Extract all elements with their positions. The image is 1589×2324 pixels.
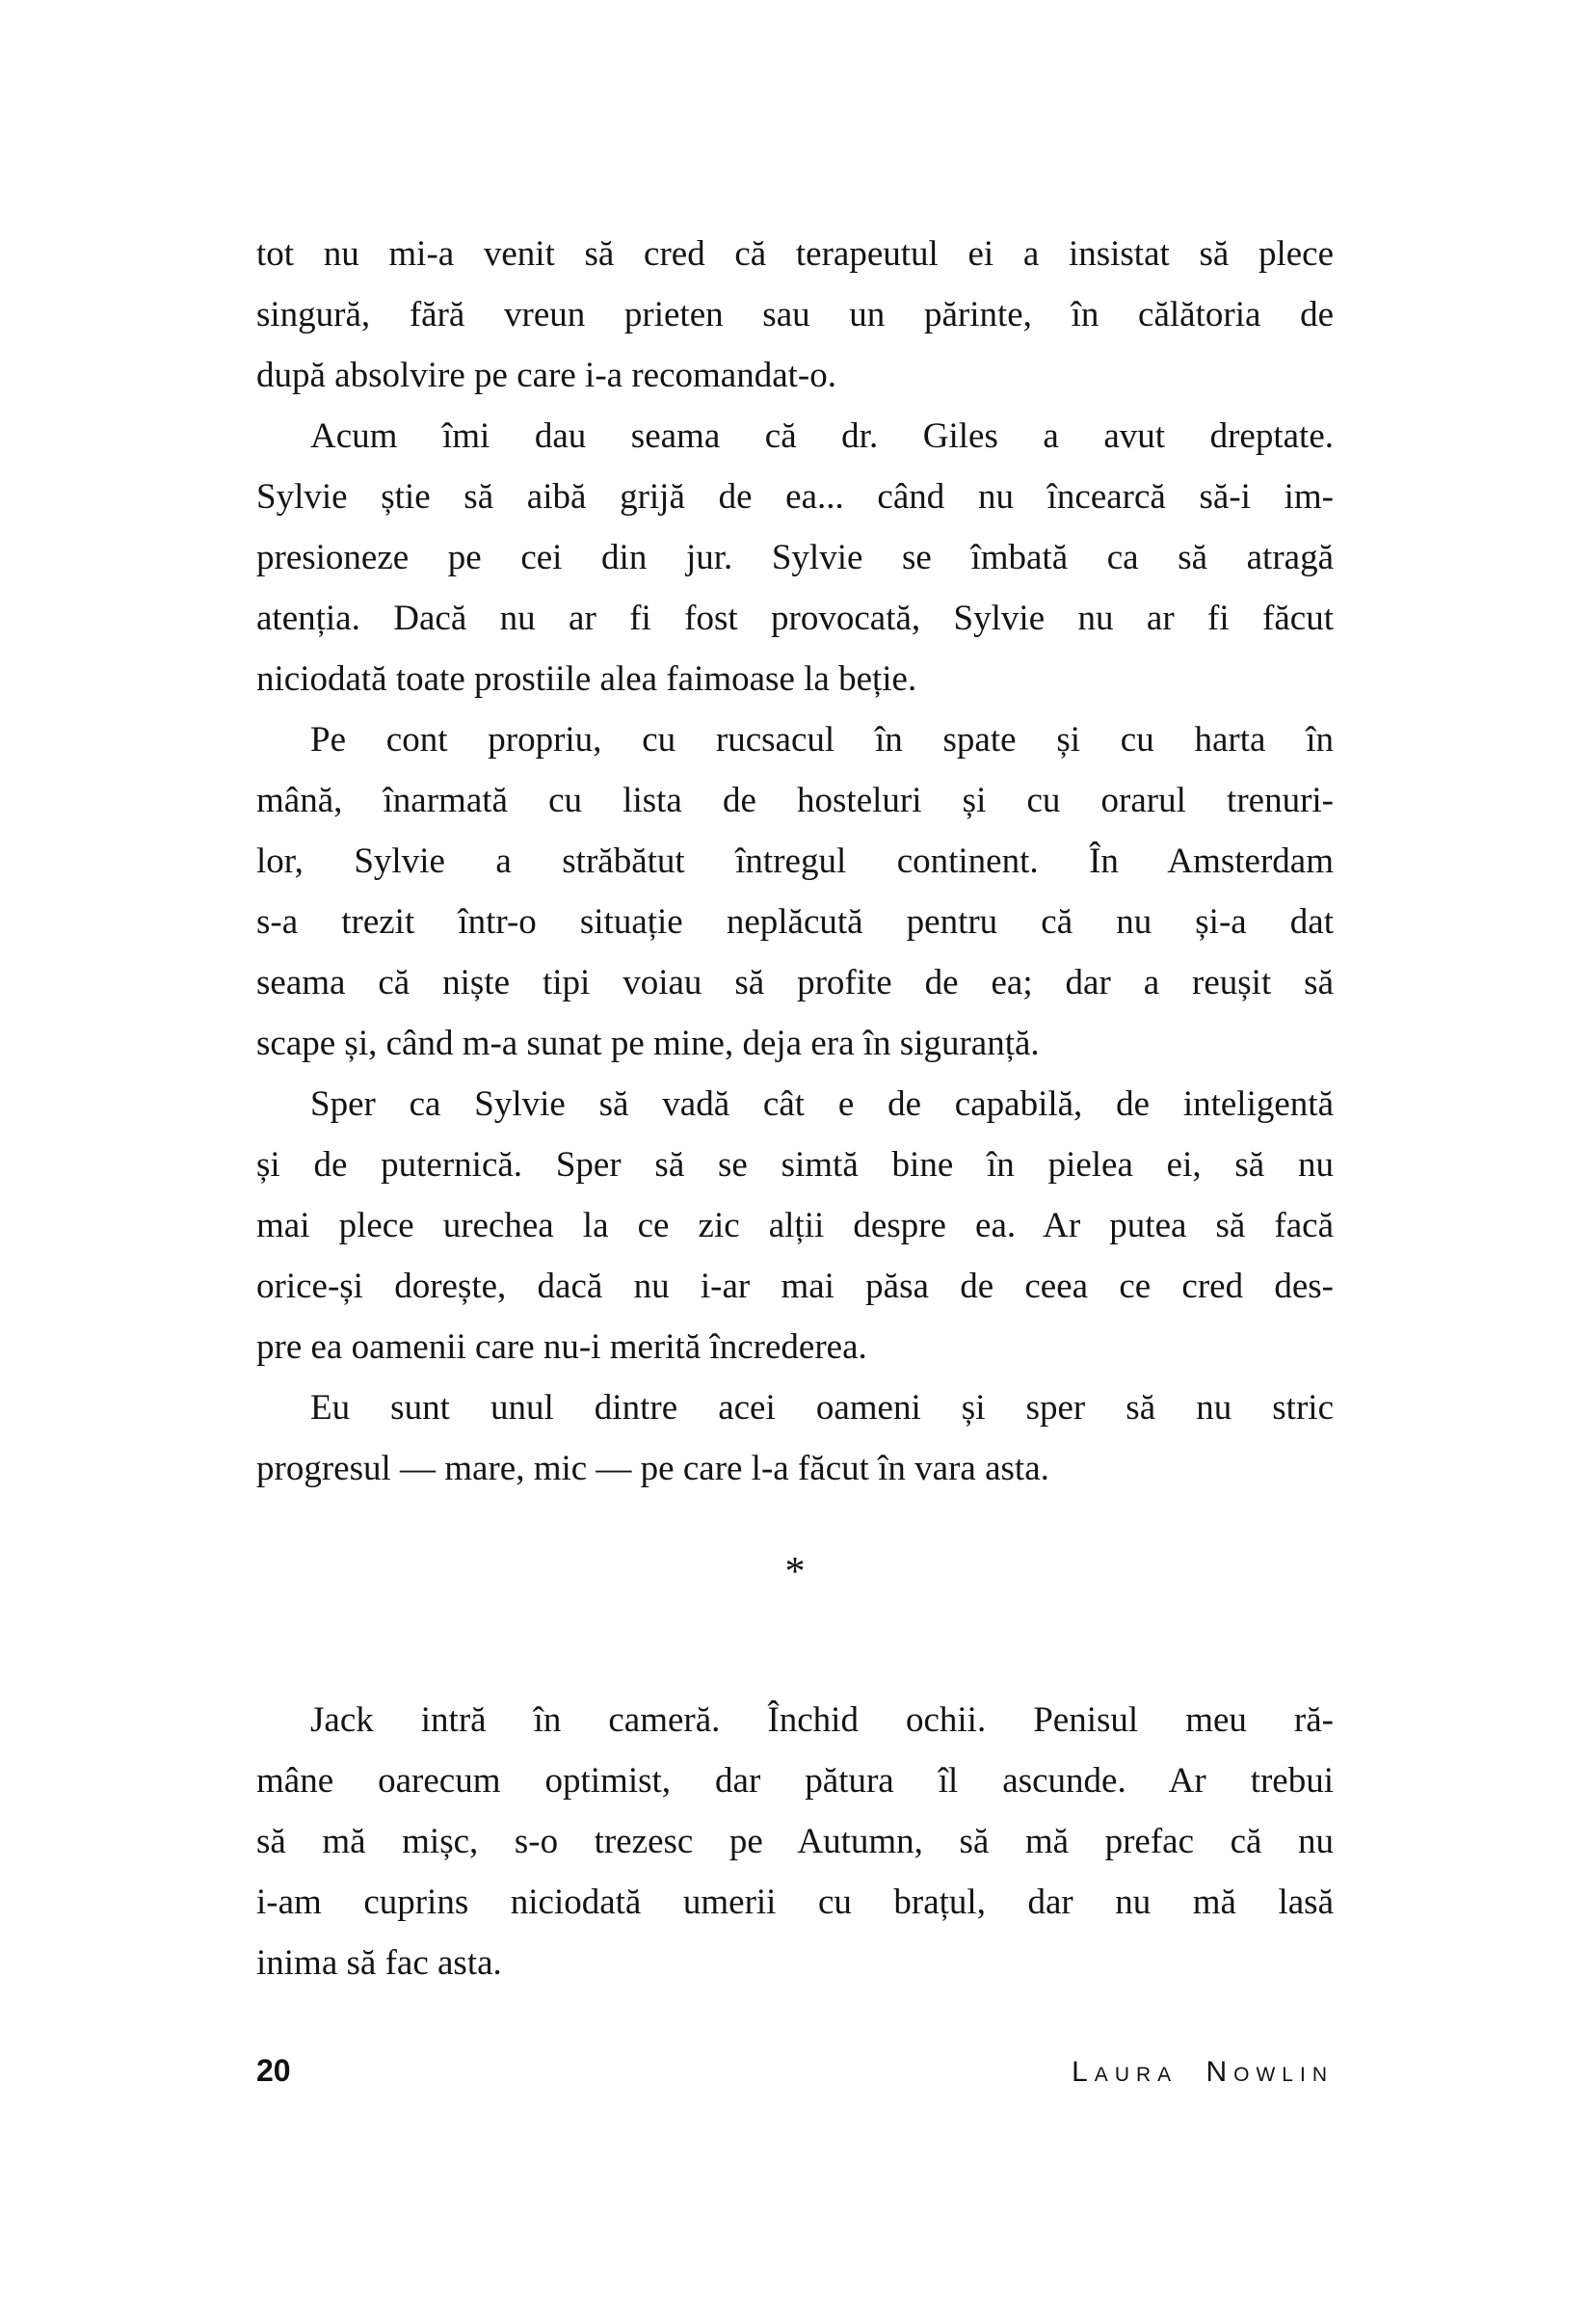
text-line: atenția. Dacă nu ar fi fost provocată, Sylvie nu ar fi făcut bbox=[256, 599, 1334, 638]
text-line: orice-și dorește, dacă nu i-ar mai păsa de ceea ce cred des- bbox=[256, 1267, 1334, 1306]
author-name: Laura Nowlin bbox=[1072, 2056, 1334, 2088]
text-line: presioneze pe cei din jur. Sylvie se îmbată ca să atragă bbox=[256, 538, 1334, 577]
text-line: mâne oarecum optimist, dar pătura îl ascunde. Ar trebui bbox=[256, 1761, 1334, 1801]
text-line: lor, Sylvie a străbătut întregul continent. În Amsterdam bbox=[256, 841, 1334, 881]
paragraph bbox=[256, 224, 1334, 406]
text-line: Acum îmi dau seama că dr. Giles a avut dreptate. bbox=[310, 416, 1334, 456]
text-line: pre ea oamenii care nu-i merită încrederea. bbox=[256, 1327, 867, 1367]
text-line: i-am cuprins niciodată umerii cu brațul, dar nu mă lasă bbox=[256, 1883, 1334, 1922]
text-line: Eu sunt unul dintre acei oameni și sper să nu stric bbox=[310, 1388, 1334, 1428]
section-after-break bbox=[256, 1690, 1334, 1993]
text-line: scape și, când m-a sunat pe mine, deja era în siguranță. bbox=[256, 1024, 1040, 1063]
text-line: și de puternică. Sper să se simtă bine în pielea ei, să nu bbox=[256, 1145, 1334, 1185]
text-line: seama că niște tipi voiau să profite de ea; dar a reușit să bbox=[256, 963, 1334, 1002]
paragraph bbox=[256, 1377, 1334, 1499]
section-before-break bbox=[256, 224, 1334, 1499]
page-number: 20 bbox=[256, 2053, 291, 2088]
paragraph bbox=[256, 406, 1334, 709]
text-line: mână, înarmată cu lista de hosteluri și cu orarul trenuri- bbox=[256, 781, 1334, 820]
text-line: Sylvie știe să aibă grijă de ea... când nu încearcă să-i im- bbox=[256, 477, 1334, 517]
text-line: Jack intră în cameră. Închid ochii. Penisul meu ră- bbox=[310, 1700, 1334, 1740]
text-line: mai plece urechea la ce zic alții despre ea. Ar putea să facă bbox=[256, 1206, 1334, 1245]
page-text bbox=[256, 224, 1334, 1993]
text-line: progresul — mare, mic — pe care l-a făcut în vara asta. bbox=[256, 1449, 1049, 1488]
text-line: să mă mișc, s-o trezesc pe Autumn, să mă prefac că nu bbox=[256, 1822, 1334, 1861]
text-line: tot nu mi-a venit să cred că terapeutul ei a insistat să plece bbox=[256, 234, 1334, 274]
section-break-star: * bbox=[784, 1550, 806, 1594]
text-line: niciodată toate prostiile alea faimoase la beție. bbox=[256, 659, 917, 699]
text-line: Sper ca Sylvie să vadă cât e de capabilă, de inteligentă bbox=[310, 1084, 1334, 1124]
paragraph bbox=[256, 1690, 1334, 1993]
text-line: Pe cont propriu, cu rucsacul în spate și cu harta în bbox=[310, 720, 1334, 760]
paragraph bbox=[256, 1074, 1334, 1377]
page-footer bbox=[256, 2053, 1334, 2089]
text-line: după absolvire pe care i-a recomandat-o. bbox=[256, 356, 836, 395]
text-line: s-a trezit într-o situație neplăcută pentru că nu și-a dat bbox=[256, 902, 1334, 942]
text-line: inima să fac asta. bbox=[256, 1943, 502, 1983]
text-line: singură, fără vreun prieten sau un părinte, în călătoria de bbox=[256, 295, 1334, 334]
paragraph bbox=[256, 709, 1334, 1074]
